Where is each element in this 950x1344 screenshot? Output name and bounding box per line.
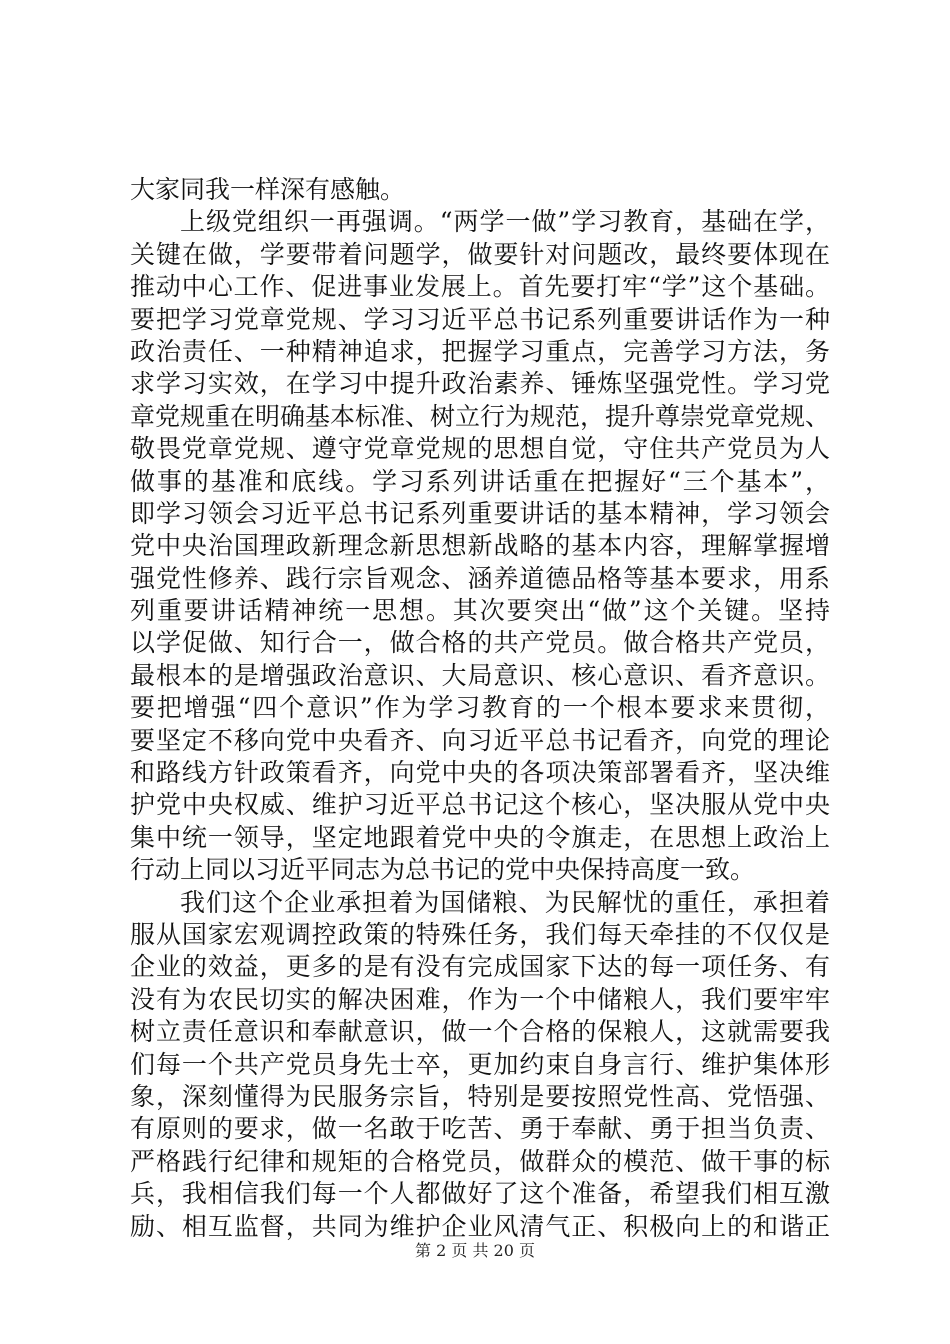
page-number-footer: 第 2 页 共 20 页 <box>415 1241 535 1260</box>
paragraph-line: 求学习实效，在学习中提升政治素养、锤炼坚强党性。学习党 <box>130 369 830 399</box>
paragraph-line: 强党性修养、践行宗旨观念、涵养道德品格等基本要求，用系 <box>130 563 830 593</box>
paragraph-line: 上级党组织一再强调。“两学一做”学习教育，基础在学， <box>180 207 830 237</box>
paragraph-line: 没有为农民切实的解决困难，作为一个中储粮人，我们要牢牢 <box>130 984 830 1014</box>
paragraph-line: 要把学习党章党规、学习习近平总书记系列重要讲话作为一种 <box>130 304 830 334</box>
paragraph-line: 有原则的要求，做一名敢于吃苦、勇于奉献、勇于担当负责、 <box>130 1114 830 1144</box>
paragraph-line: 行动上同以习近平同志为总书记的党中央保持高度一致。 <box>130 855 756 885</box>
paragraph-line: 们每一个共产党员身先士卒，更加约束自身言行、维护集体形 <box>130 1049 830 1079</box>
paragraph-line: 关键在做，学要带着问题学，做要针对问题改，最终要体现在 <box>130 239 830 269</box>
document-body <box>130 174 830 1243</box>
paragraph-line: 严格践行纪律和规矩的合格党员，做群众的模范、做干事的标 <box>130 1146 830 1176</box>
paragraph-line: 企业的效益，更多的是有没有完成国家下达的每一项任务、有 <box>130 952 830 982</box>
paragraph-line: 列重要讲话精神统一思想。其次要突出“做”这个关键。坚持 <box>130 596 830 626</box>
paragraph-line: 象，深刻懂得为民服务宗旨，特别是要按照党性高、党悟强、 <box>130 1081 830 1111</box>
paragraph-line: 集中统一领导，坚定地跟着党中央的令旗走，在思想上政治上 <box>130 822 830 852</box>
paragraph-line: 敬畏党章党规、遵守党章党规的思想自觉，守住共产党员为人 <box>130 434 830 464</box>
paragraph-line: 和路线方针政策看齐，向党中央的各项决策部署看齐，坚决维 <box>130 758 830 788</box>
paragraph-line: 做事的基准和底线。学习系列讲话重在把握好“三个基本”， <box>130 466 830 496</box>
paragraph-line: 大家同我一样深有感触。 <box>130 175 406 204</box>
paragraph-line: 推动中心工作、促进事业发展上。首先要打牢“学”这个基础。 <box>130 272 830 302</box>
paragraph-line: 即学习领会习近平总书记系列重要讲话的基本精神，学习领会 <box>130 498 830 528</box>
paragraph-line: 最根本的是增强政治意识、大局意识、核心意识、看齐意识。 <box>130 660 830 690</box>
paragraph-line: 章党规重在明确基本标准、树立行为规范，提升尊崇党章党规、 <box>130 401 831 431</box>
paragraph-line: 政治责任、一种精神追求，把握学习重点，完善学习方法，务 <box>130 336 830 366</box>
paragraph-line: 树立责任意识和奉献意识，做一个合格的保粮人，这就需要我 <box>130 1017 830 1047</box>
paragraph-line: 服从国家宏观调控政策的特殊任务，我们每天牵挂的不仅仅是 <box>130 919 830 949</box>
paragraph-line: 我们这个企业承担着为国储粮、为民解忧的重任，承担着 <box>180 887 830 917</box>
paragraph-line: 要把增强“四个意识”作为学习教育的一个根本要求来贯彻， <box>130 693 830 723</box>
paragraph-line: 要坚定不移向党中央看齐、向习近平总书记看齐，向党的理论 <box>130 725 830 755</box>
paragraph-line: 励、相互监督，共同为维护企业风清气正、积极向上的和谐正 <box>130 1211 830 1241</box>
paragraph-line: 护党中央权威、维护习近平总书记这个核心，坚决服从党中央 <box>130 790 830 820</box>
paragraph-line: 兵，我相信我们每一个人都做好了这个准备，希望我们相互激 <box>130 1179 830 1209</box>
paragraph-line: 以学促做、知行合一，做合格的共产党员。做合格共产党员， <box>130 628 830 658</box>
paragraph-line: 党中央治国理政新理念新思想新战略的基本内容，理解掌握增 <box>130 531 830 561</box>
